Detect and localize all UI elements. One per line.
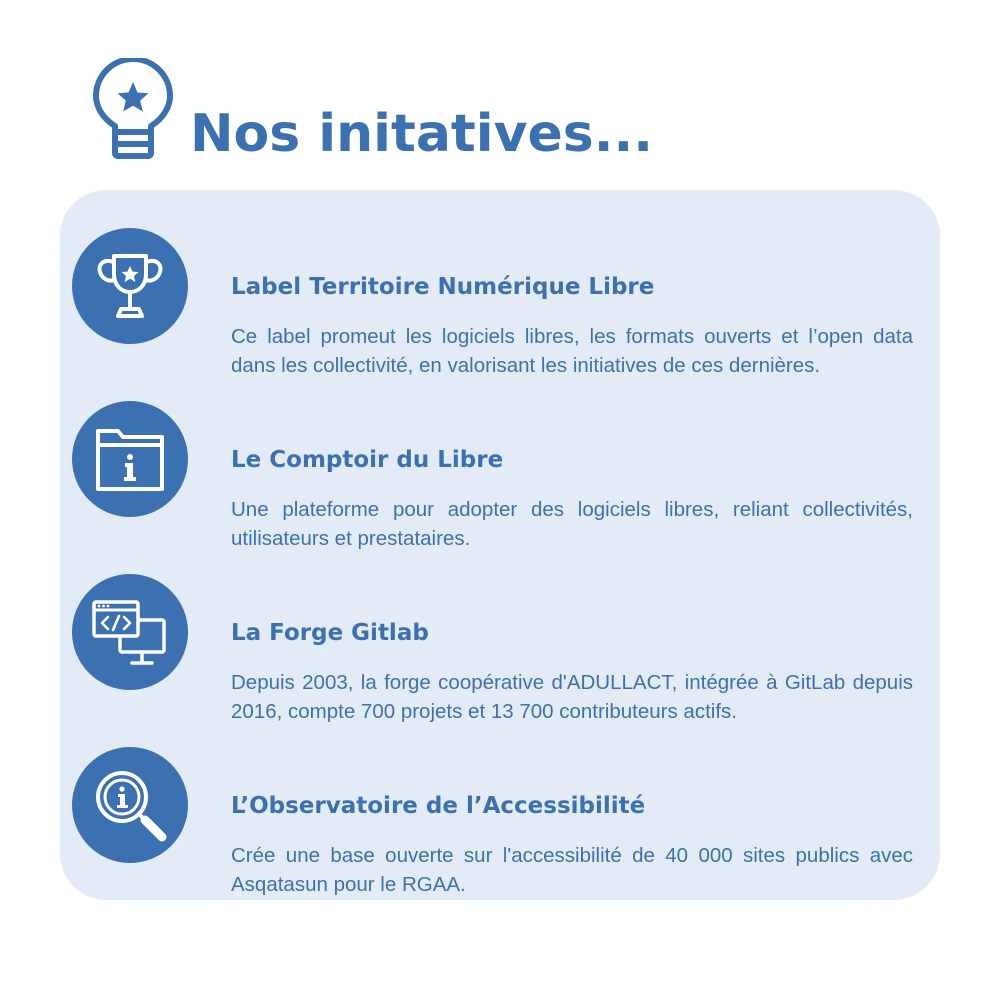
initiative-icon-circle [72,228,188,344]
initiative-title: L’Observatoire de l’Accessibilité [231,793,646,819]
initiative-title: La Forge Gitlab [231,620,429,646]
page-header [92,58,653,162]
initiatives-panel [60,190,940,900]
initiative-description: Ce label promeut les logiciels libres, les formats ouverts et l’open data dans les collectivité, en valorisant les initiatives de ces dernières. [231,325,913,377]
initiative-title: Label Territoire Numérique Libre [231,274,655,300]
lightbulb-star-icon [92,58,174,162]
initiative-description: Une plateforme pour adopter des logiciels libres, reliant collectivités, utilisateurs et prestataires. [231,498,913,550]
code-monitor-icon [88,590,172,674]
initiative-icon-circle [72,747,188,863]
initiative-description: Crée une base ouverte sur l'accessibilité de 40 000 sites publics avec Asqatasun pour le RGAA. [231,844,913,896]
trophy-icon [90,246,170,326]
initiative-title: Le Comptoir du Libre [231,447,504,473]
magnifier-info-icon [88,763,172,847]
page-title: Nos initatives... [190,104,653,164]
initiative-icon-circle [72,401,188,517]
folder-info-icon [90,419,170,499]
initiative-icon-circle [72,574,188,690]
initiative-description: Depuis 2003, la forge coopérative d'ADULLACT, intégrée à GitLab depuis 2016, compte 700 projets et 13 700 contributeurs actifs. [231,671,913,723]
